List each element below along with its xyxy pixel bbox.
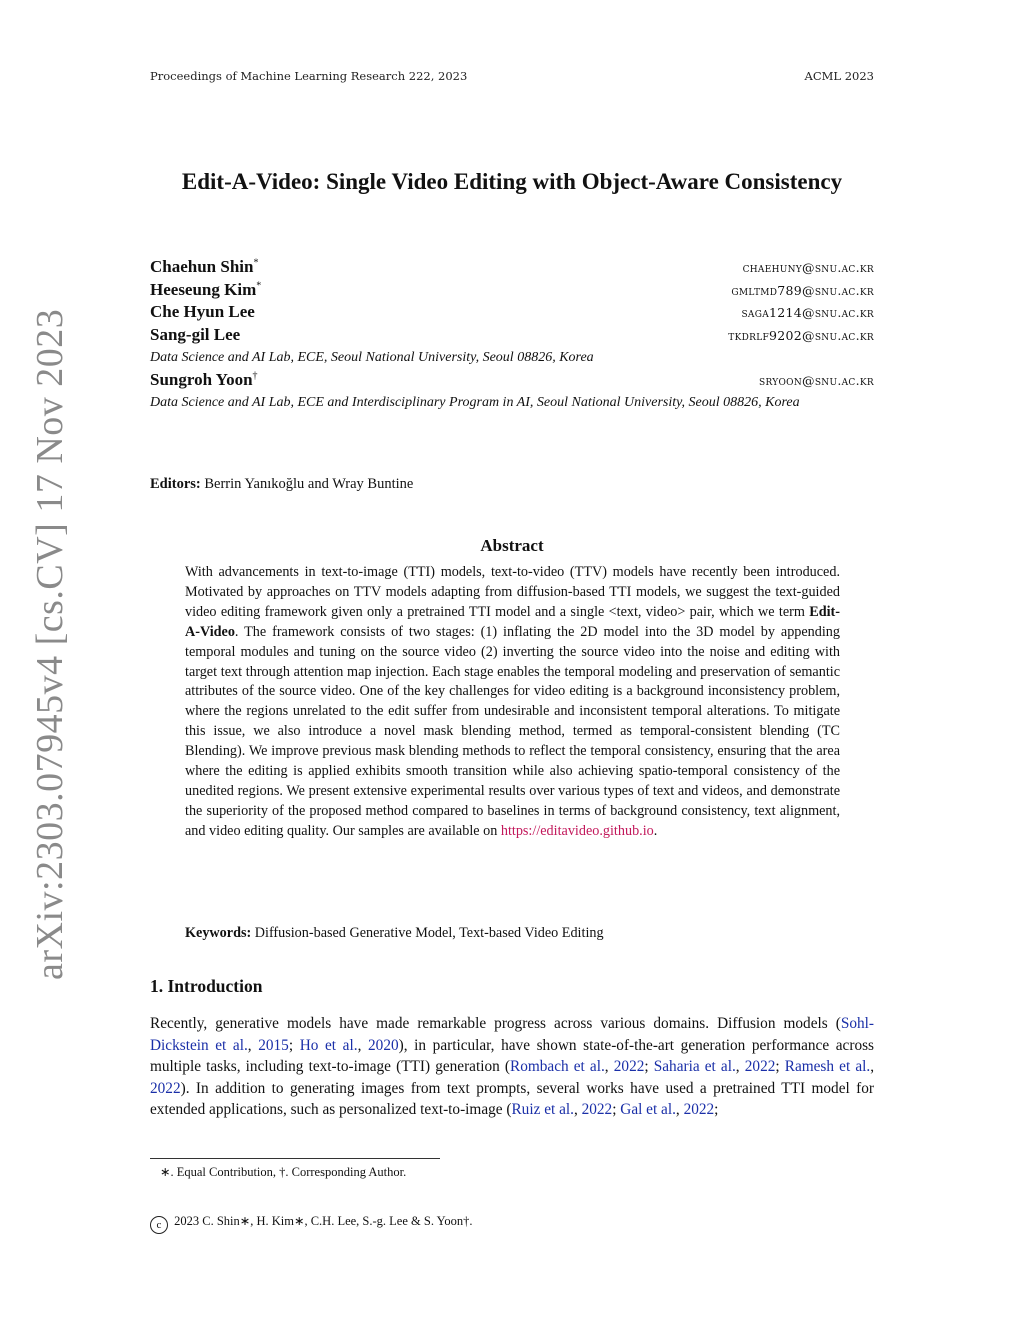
author-email: chaehuny@snu.ac.kr (742, 260, 874, 275)
author-row (150, 302, 874, 325)
citation-link[interactable]: Sohl-Dickstein et al. (150, 1015, 874, 1054)
paper-title: Edit-A-Video: Single Video Editing with Object-Aware Consistency (181, 169, 843, 194)
keywords-label: Keywords: (185, 925, 252, 941)
introduction-paragraph: Recently, generative models have made remarkable progress across various domains. Diffusion models (Sohl-Dickstein et al., 2015; Ho et al., 2020), in particular, have shown state-of-the-art generation performance across multiple tasks, including text-to-image (TTI) generation (Rombach et al., 2022; Saharia et al., 2022; Ramesh et al., 2022). In addition to generating images from text prompts, several works have used a pretrained TTI model for extended applications, such as personalized text-to-image (Ruiz et al., 2022; Gal et al., 2022; (150, 1015, 875, 1119)
citation-link[interactable]: Saharia et al. (653, 1058, 736, 1076)
editors-line (150, 476, 413, 493)
author-row (150, 280, 874, 303)
section-heading-introduction: 1. Introduction (150, 976, 263, 996)
author-row (150, 370, 874, 393)
author-name: Sang-gil Lee (150, 324, 241, 344)
citation-link[interactable]: Rombach et al. (510, 1058, 605, 1076)
author-name: Sungroh Yoon† (150, 369, 258, 389)
footnote: ∗. Equal Contribution, †. Corresponding Author. (160, 1165, 407, 1179)
author-email: saga1214@snu.ac.kr (741, 305, 874, 320)
copyright-text: 2023 C. Shin∗, H. Kim∗, C.H. Lee, S.-g. Lee & S. Yoon†. (174, 1214, 473, 1228)
arxiv-identifier-stamp: arXiv:2303.07945v4 [cs.CV] 17 Nov 2023 (29, 308, 71, 980)
running-header (150, 69, 874, 85)
abstract-body: With advancements in text-to-image (TTI) models, text-to-video (TTV) models have recently been introduced. Motivated by approaches on TTV models adapting from diffusion-based TTI models, we suggest the text-guided video editing framework given only a pretrained TTI model and a single <text, video> pair, which we term Edit-A-Video. The framework consists of two stages: (1) inflating the 2D model into the 3D model by appending temporal modules and tuning on the source video (2) inverting the source video into the noise and editing with target text through attention map injection. Each stage enables the temporal modeling and preservation of semantic attributes of the source video. One of the key challenges for video editing is a background inconsistency problem, where the regions unrelated to the edit suffer from undesirable and inconsistent temporal alterations. To mitigate this issue, we also introduce a novel mask blending method, termed as temporal-consistent blending (TC Blending). We improve previous mask blending methods to reflect the temporal consistency, ensuring that the area where the editing is applied exhibits smooth transition while also achieving spatio-temporal consistency of the unedited regions. We present extensive experimental results over various types of text and videos, and demonstrate the superiority of the proposed method compared to baselines in terms of background consistency, text alignment, and video editing quality. Our samples are available on https://editavideo.github.io. (185, 564, 840, 839)
citation-year-link[interactable]: 2022 (744, 1058, 776, 1076)
citation-link[interactable]: Ho et al. (299, 1036, 358, 1054)
citation-year-link[interactable]: 2015 (258, 1036, 289, 1054)
author-email: tkdrlf9202@snu.ac.kr (728, 327, 874, 343)
editors-label: Editors: (150, 476, 201, 492)
author-name: Heeseung Kim* (150, 279, 262, 299)
editors-names: Berrin Yanıkoğlu and Wray Buntine (204, 476, 414, 492)
keywords-text: Diffusion-based Generative Model, Text-based Video Editing (254, 925, 604, 941)
copyright-line (150, 1213, 473, 1234)
citation-link[interactable]: Gal et al. (620, 1101, 676, 1119)
project-link[interactable]: https://editavideo.github.io (500, 822, 654, 839)
affiliation-first: Data Science and AI Lab, ECE, Seoul National University, Seoul 08826, Korea (150, 350, 594, 365)
citation-year-link[interactable]: 2022 (150, 1079, 181, 1097)
citation-link[interactable]: Ruiz et al. (511, 1101, 574, 1119)
citation-link[interactable]: Ramesh et al. (784, 1058, 871, 1076)
copyright-icon: c (150, 1216, 168, 1234)
citation-year-link[interactable]: 2022 (581, 1101, 613, 1119)
keywords-line (185, 925, 604, 942)
citation-year-link[interactable]: 2022 (613, 1058, 645, 1076)
proceedings-label: Proceedings of Machine Learning Research 222, 2023 (150, 69, 468, 83)
citation-year-link[interactable]: 2022 (683, 1101, 715, 1119)
author-name: Chaehun Shin* (150, 257, 259, 276)
author-name: Che Hyun Lee (150, 302, 255, 321)
affiliation-second: Data Science and AI Lab, ECE and Interdisciplinary Program in AI, Seoul National University, Seoul 08826, Korea (150, 395, 800, 410)
citation-year-link[interactable]: 2020 (368, 1036, 399, 1054)
author-block (150, 257, 874, 414)
author-row (150, 257, 874, 280)
author-email: gmltmd789@snu.ac.kr (731, 282, 874, 298)
footnote-rule (150, 1158, 440, 1159)
author-row (150, 325, 874, 348)
conference-label: ACML 2023 (804, 69, 874, 83)
author-email: sryoon@snu.ac.kr (759, 372, 874, 388)
abstract-heading: Abstract (480, 536, 544, 555)
method-name: Edit-A-Video (185, 603, 840, 640)
